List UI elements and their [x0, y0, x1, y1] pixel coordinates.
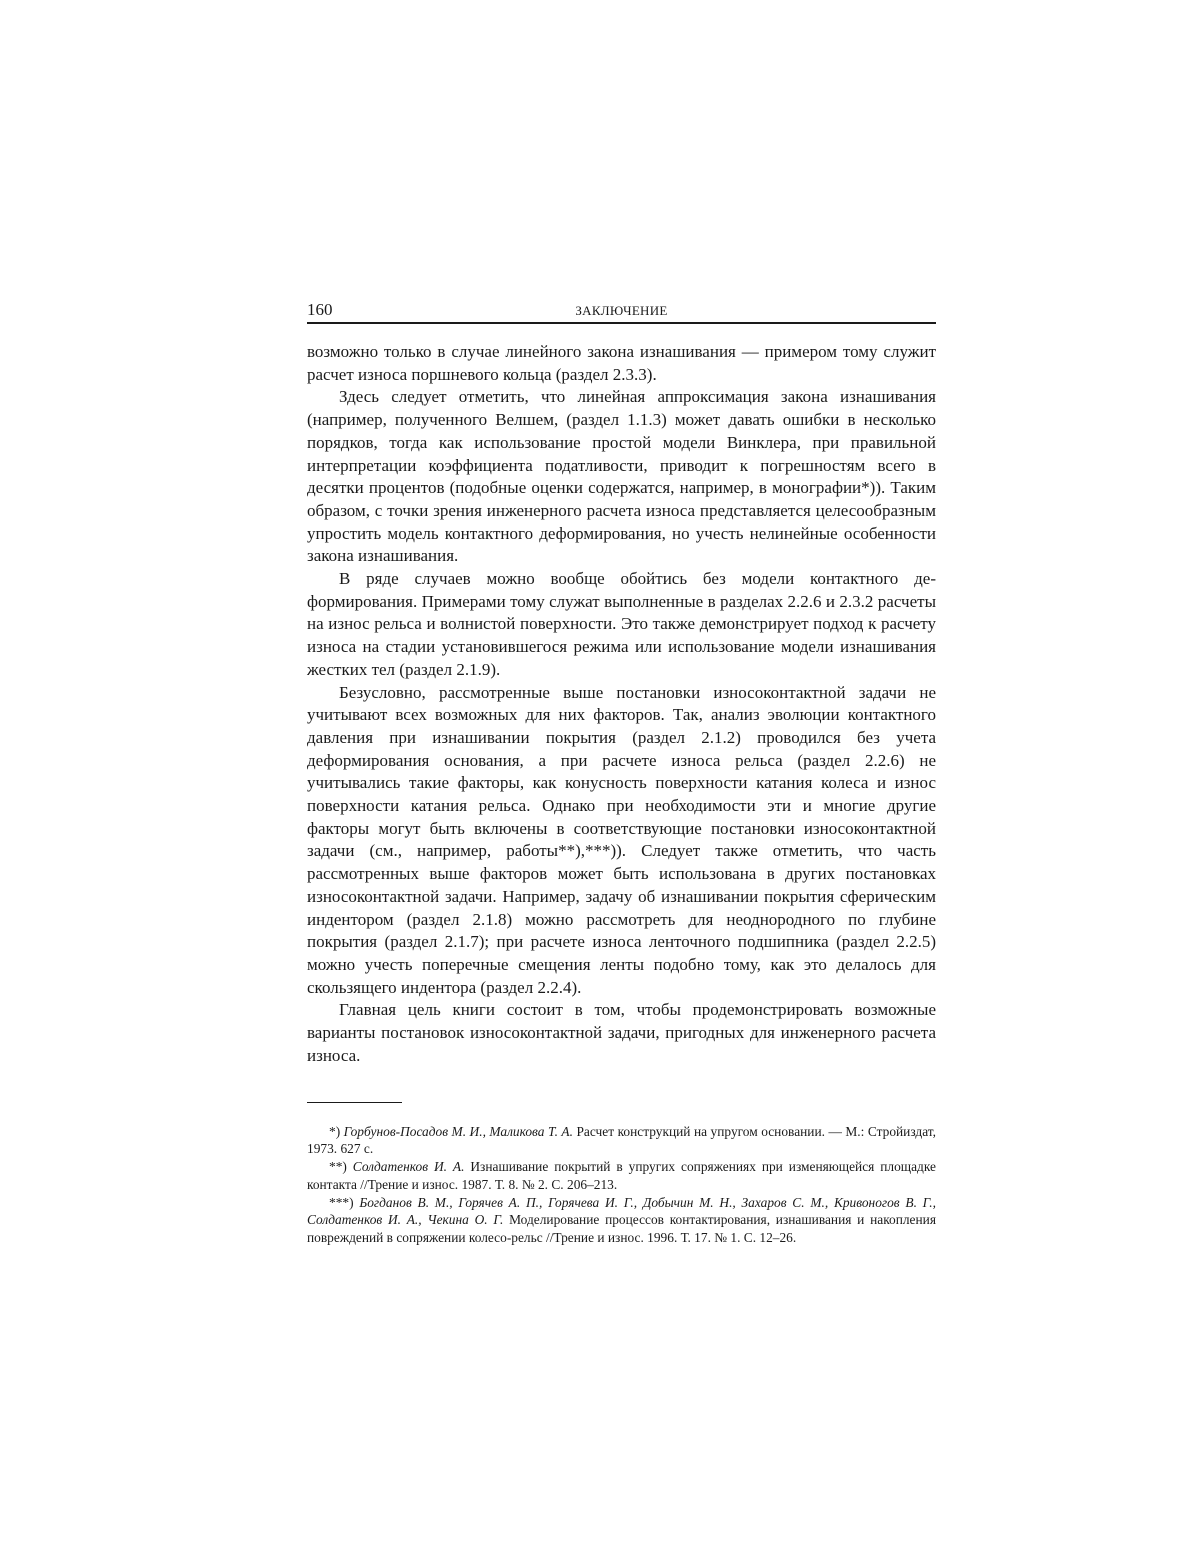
running-head	[307, 300, 936, 324]
chapter-title: ЗАКЛЮЧЕНИЕ	[575, 303, 668, 318]
footnote-divider	[307, 1102, 402, 1103]
footnote-text: Моделирование процессов контактирования, изнашивания и накопления повреждений в сопряжении колесо-рельс //Трение и износ. 1996. Т. 17. № 1. С. 12–26.	[307, 1212, 936, 1246]
page-number: 160	[307, 300, 333, 319]
footnote-mark: **)	[329, 1159, 347, 1175]
footnote-text: Изнашивание покрытий в упругих сопряжениях при изменяющейся площадке контакта //Трение и износ. 1987. Т. 8. № 2. С. 206–213.	[307, 1159, 936, 1192]
footnote-authors: Богданов В. М., Горячев А. П., Горячева И. Г., Добычин М. Н., Захаров С. М., Кривоногов В. Г., Солдатенков И. А., Чекина О. Г.	[307, 1194, 936, 1228]
footnote	[307, 1194, 936, 1247]
footnote-authors: Горбунов-Посадов М. И., Маликова Т. А.	[343, 1123, 573, 1139]
book-page	[307, 300, 936, 1247]
footnote-authors: Солдатенков И. А.	[352, 1159, 465, 1175]
paragraph: Здесь следует отметить, что линейная аппроксимация закона изнашивания (например, полученного Велшем, (раздел 1.1.3) может давать ошибки в несколько порядков, тогда как использование простой модели Винклера, при правильной интерпретации коэффициента податливости, приводит к погрешностям всего в десятки процентов (подобные оценки содержатся, например, в монографии*)). Таким образом, с точки зрения инженерного расчета износа представляется целесообразным упростить модель контактного деформирования, но учесть нелинейные особенности закона изнашивания.	[307, 387, 936, 566]
paragraph: В ряде случаев можно вообще обойтись без модели контактного деформирования. Примерами тому служат выполненные в разделах 2.2.6 и 2.3.2 расчеты на износ рельса и волнистой поверхности. Это также демонстрирует подход к расчету износа на стадии установившегося режима или использование модели изнашивания жестких тел (раздел 2.1.9).	[307, 569, 936, 679]
footnote-mark: *)	[329, 1123, 341, 1139]
footnote-mark: ***)	[329, 1194, 354, 1210]
paragraph-continuation: возможно только в случае линейного закона изнашивания — примером тому служит расчет износа поршневого кольца (раздел 2.3.3).	[307, 342, 936, 384]
footnote	[307, 1123, 936, 1159]
footnote	[307, 1158, 936, 1194]
paragraph: Главная цель книги состоит в том, чтобы продемонстрировать возможные варианты постановок износоконтактной задачи, пригодных для инженерного расчета износа.	[307, 1000, 936, 1065]
footnote-text: Расчет конструкций на упругом основании. — М.: Стройиздат, 1973. 627 с.	[307, 1123, 936, 1157]
body-text	[307, 341, 936, 1068]
footnotes	[307, 1123, 936, 1248]
paragraph: Безусловно, рассмотренные выше постановки износоконтактной задачи не учитывают всех возможных для них факторов. Так, анализ эволюции контактного давления при изнашивании покрытия (раздел 2.1.2) проводился без учета деформирования основания, а при расчете износа рельса (раздел 2.2.6) не учитывались такие факторы, как конусность поверхности катания колеса и износ поверхности катания рельса. Однако при необходимости эти и многие другие факторы могут быть включены в соответствующие постановки износоконтактной задачи (см., например, работы**),***)). Следует также отметить, что часть рассмотренных выше факторов может быть использована в других постановках износоконтактной задачи. Например, задачу об изнашивании покрытия сферическим индентором (раздел 2.1.8) можно рассмотреть для неоднородного по глубине покрытия (раздел 2.1.7); при расчете износа ленточного подшипника (раздел 2.2.5) можно учесть поперечные смещения ленты подобно тому, как это делалось для скользящего индентора (раздел 2.2.4).	[307, 682, 936, 997]
